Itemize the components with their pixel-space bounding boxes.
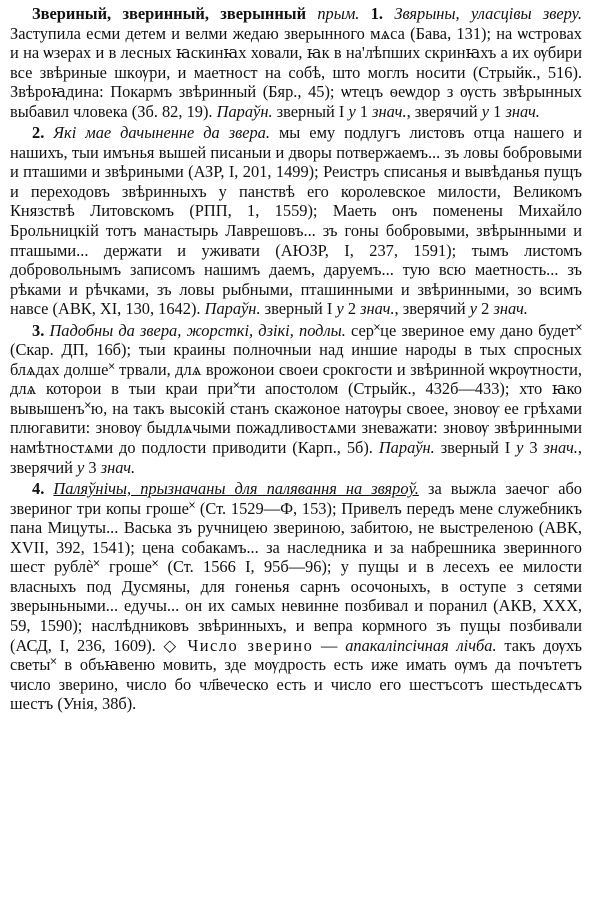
text-segment: сер˟це звериное ему дано будет˟ (Скар. ДП, 16б); тыи краины полночныи над иншие народы в тых спросных блѧдах долше˟ трвали, длѧ врожонои своеи срокгости и звѣринной ѡкрѹтности, длѧ которои в тыи краи при˟ти апостолом (Стрыйк., 432б—433); хто ꙗко вывышенъ˟ю, на такъ высокій станъ скажоное натѹры своее, зновѹ ее грѣхами плюгавити: зновѹ быдлѧчыми пожадливостѧми зневажати: зновѹ звѣринными намѣтностѧми до подлости приводити (Карп., 5б). [10, 320, 582, 458]
text-segment: 4. [32, 479, 54, 499]
text-segment: апакаліпсічная лічба. [345, 635, 497, 655]
text-segment: такъ дѹхъ светы˟ в объꙗвеню мовить, зде мѹдрость есть иже имать ѹмъ да почътетъ число зверино, число бо чл҃веческо есть и число его шестъсотъ шестьдесѧтъ шестъ (Унія, 38б). [10, 635, 582, 714]
text-segment: 1. [370, 4, 395, 23]
text-segment: 2. [32, 123, 54, 143]
text-segment: Які мае дачыненне да звера. [53, 123, 270, 143]
text-segment: за выжла заечог або звериног три копы гроше˟ (Ст. 1529—Ф, 153); Привелъ передъ мене служебникъ пана Мицуты... Васька зъ ручницею звериною, забитою, не выстреленою (АВК, XVII, 392, 1541); цена собакамъ... за наследника и за набрешника зверинного шест рублѐ˟ гроше˟ (Ст. 1566 I, 95б—96); у пущы и в лесехъ ее милости власныхъ под Дусмяны, для гоненья сарнъ осочоныхъ, в оступе з сетями зверыньными... едучы... он их самых невинне позбивал и поранил (АКВ, XXX, 59, 1590); наслѣдниковъ звѣринныхъ, и вепра кормного зъ пущы позбивали (АСД, I, 236, 1609). ◇ [10, 479, 583, 655]
text-segment: Звярыны, уласцівы зверу. [394, 4, 582, 23]
text-segment: 2 [477, 299, 494, 319]
text-segment: 1 [489, 101, 506, 121]
entry-paragraph-2 [10, 123, 582, 318]
text-segment: у [516, 438, 524, 458]
text-segment: у [469, 299, 478, 319]
text-segment: знач. [100, 457, 136, 477]
entry-paragraph-3 [10, 321, 582, 477]
text-segment: зверный I [272, 101, 349, 121]
entry-paragraph-1 [10, 4, 582, 121]
text-segment: знач. [493, 299, 528, 319]
text-segment: 3 [523, 438, 544, 458]
text-segment: 1 [355, 101, 373, 121]
text-segment: знач. [543, 438, 578, 458]
text-segment: , зверячий [394, 299, 470, 319]
text-segment: у [336, 299, 344, 319]
text-segment: Параўн. [216, 101, 273, 121]
text-segment: Параўн. [204, 299, 261, 319]
text-segment: Падобны да звера, жорсткі, дзікі, подлы. [49, 320, 346, 340]
text-segment: прым. [306, 4, 371, 23]
text-segment: 3 [84, 457, 101, 477]
text-segment: Параўн. [378, 438, 435, 458]
text-segment: , зверячий [10, 438, 583, 477]
text-segment: у [77, 457, 85, 477]
text-segment: Звериный, зверинный, зверынный [32, 4, 307, 23]
text-segment: — [313, 635, 346, 655]
text-segment: 2 [343, 299, 361, 319]
text-segment: зверный I [434, 438, 517, 458]
text-segment: у [481, 101, 490, 121]
text-segment: знач. [360, 299, 395, 319]
text-segment: Заступила есми детем и велми жедаю зверынного мѧса (Бава, 131); на ѡстровах и на ѡзерах и в лесных ꙗскинꙗх ховали, ꙗк в на'лѣпших скринꙗхъ а их ѹбири все звѣриные шкѹри, и маетност на собѣ, што моглъ носити (Стрыйк., 516). Звѣроꙗдина: Покармъ звѣринный (Бяр., 45); ѡтецъ ѳеѡдор з ѹсть звѣрынных выбавил чловека (Зб. 82, 19). [10, 23, 582, 121]
text-segment: у [348, 101, 356, 121]
text-segment: 3. [32, 320, 50, 340]
text-segment: Число зверино [187, 635, 314, 655]
text-segment: зверный I [260, 299, 337, 319]
text-segment: Паляўнічы, прызначаны для палявання на звяроў. [53, 479, 419, 499]
text-segment: знач. [505, 101, 540, 121]
text-segment: , зверячий [406, 101, 482, 121]
text-segment: знач. [372, 101, 407, 121]
entry-paragraph-4 [10, 479, 582, 714]
text-segment: мы ему подлугъ листовъ отца нашего и нашихъ, тыи имънья вышей писаныи и дворы потвержаемъ... зъ ловы бобровыми и пташими и звѣриными (АЗР, I, 201, 1499); Реистръ списанья и вывѣданья пущъ и переходовъ звѣринныхъ у панствѣ его королевское милости, Великомъ Князствѣ Литовскомъ (РПП, 1, 1559); Маеть онъ поменены Михайло Брольницкій тотъ манастырь Лаврешовъ... зъ гоны бобровыми, звѣрынными и пташыми... держати и уживати (АЮЗР, I, 237, 1591); тымъ листомъ добровольнымъ записомъ нашимъ даемъ, даруемъ... тую всю маетность... зъ рѣками и рѣчками, зъ ловы рыбными, пташинными и звѣринными, зо всимъ навсе (АВК, XI, 130, 1642). [10, 123, 582, 319]
